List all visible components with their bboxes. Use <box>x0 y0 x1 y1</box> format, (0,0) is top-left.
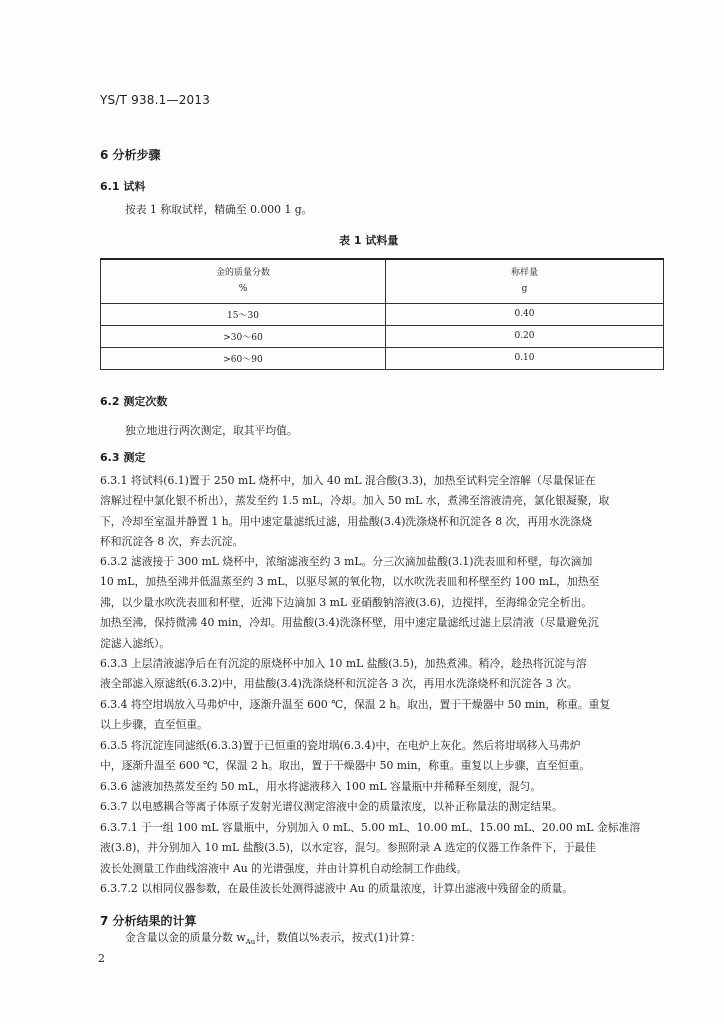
paragraph-line: 以上步骤，直至恒重。 <box>100 718 208 732</box>
table-cell-range: >30～60 <box>101 325 386 347</box>
clause-6-3-3 <box>100 654 587 695</box>
table-header-sample-mass <box>386 259 664 303</box>
sample-mass-table <box>100 258 664 370</box>
paragraph-line: 6.3.6 滤液加热蒸发至约 50 mL，用水将滤液移入 100 mL 容量瓶中并稀释至刻度，混匀。 <box>100 780 542 793</box>
section-7-text-pre: 金含量以金的质量分数 w <box>125 931 246 944</box>
paragraph-line: 中，逐渐升温至 600 ℃，保温 2 h。取出，置于干燥器中 50 min，称重。重复以上步骤，直至恒重。 <box>100 759 591 773</box>
clause-6-3-2 <box>100 552 599 654</box>
paragraph-line: 液全部滤入原滤纸(6.3.2)中，用盐酸(3.4)洗涤烧杯和沉淀各 3 次，再用水洗涤烧杯和沉淀各 3 次。 <box>100 677 578 691</box>
paragraph-line: 波长处测量工作曲线溶液中 Au 的光谱强度，并由计算机自动绘制工作曲线。 <box>100 861 468 875</box>
paragraph-line: 溶解过程中氯化银不析出），蒸发至约 1.5 mL，冷却。加入 50 mL 水，煮沸至溶液清亮，氯化银凝聚，取 <box>100 494 610 508</box>
table-cell-mass: 0.10 <box>386 347 664 369</box>
clause-6-3-1 <box>100 471 609 553</box>
paragraph-line: 沸，以少量水吹洗表皿和杯壁，近沸下边滴加 3 mL 亚硝酸钠溶液(3.6)，边搅拌，至海绵金完全析出。 <box>100 595 593 609</box>
header-sample-mass-label: 称样量 <box>510 268 538 279</box>
table-cell-range: >60～90 <box>101 347 386 369</box>
paragraph-line: 淀滤入滤纸）。 <box>100 636 171 650</box>
table-row <box>101 325 664 347</box>
paragraph-line: 加热至沸，保持微沸 40 min，冷却。用盐酸(3.4)洗涤杯壁，用中速定量滤纸过滤上层清液（尽量避免沉 <box>100 616 599 630</box>
section-6-1-heading: 6.1 试料 <box>100 180 146 193</box>
paragraph-line: 10 mL，加热至沸并低温蒸至约 3 mL，以驱尽氮的氧化物，以水吹洗表皿和杯壁至约 100 mL，加热至 <box>100 575 600 589</box>
section-7-text-post: 计，数值以%表示，按式(1)计算： <box>255 931 422 944</box>
clause-6-3-6 <box>100 777 541 797</box>
clause-6-3-7-1 <box>100 818 640 879</box>
section-7-text <box>125 928 421 953</box>
section-6-3-heading: 6.3 测定 <box>100 451 146 464</box>
paragraph-line: 6.3.7.1 于一组 100 mL 容量瓶中，分别加入 0 mL、5.00 mL、10.00 mL、15.00 mL、20.00 mL 金标准溶 <box>100 821 641 834</box>
paragraph-line: 6.3.7.2 以相同仪器参数，在最佳波长处测得滤液中 Au 的质量浓度，计算出滤液中残留金的质量。 <box>100 882 574 895</box>
paragraph-line: 下，冷却至室温并静置 1 h。用中速定量滤纸过滤，用盐酸(3.4)洗涤烧杯和沉淀各 8 次，再用水洗涤烧 <box>100 514 592 528</box>
table-cell-range: 15～30 <box>101 303 386 325</box>
table-row <box>101 347 664 369</box>
table-cell-mass: 0.40 <box>386 303 664 325</box>
paragraph-line: 6.3.4 将空坩埚放入马弗炉中，逐渐升温至 600 ℃，保温 2 h。取出，置于干燥器中 50 min，称重。重复 <box>100 698 611 711</box>
section-6-2-heading: 6.2 测定次数 <box>100 395 168 408</box>
paragraph-line: 杯和沉淀各 8 次，弃去沉淀。 <box>100 535 244 549</box>
clause-6-3-4 <box>100 695 610 736</box>
table-header-gold-fraction <box>101 259 386 303</box>
table-1-caption: 表 1 试料量 <box>339 234 399 247</box>
section-6-2-text: 独立地进行两次测定，取其平均值。 <box>125 424 298 437</box>
paragraph-line: 液(3.8)，并分别加入 10 mL 盐酸(3.5)，以水定容，混匀。参照附录 A 选定的仪器工作条件下，于最佳 <box>100 841 596 855</box>
paragraph-line: 6.3.3 上层清液滤净后在有沉淀的原烧杯中加入 10 mL 盐酸(3.5)，加热煮沸。稍冷，趁热将沉淀与溶 <box>100 657 587 670</box>
clause-6-3-7-2 <box>100 879 573 899</box>
section-7-subscript: Au <box>245 938 256 947</box>
header-gold-fraction-label: 金的质量分数 <box>215 268 270 279</box>
header-gold-fraction-unit: % <box>238 284 248 295</box>
standard-number: YS/T 938.1—2013 <box>100 93 211 107</box>
table-cell-mass: 0.20 <box>386 325 664 347</box>
clause-6-3-5 <box>100 736 590 777</box>
paragraph-line: 6.3.5 将沉淀连同滤纸(6.3.3)置于已恒重的瓷坩埚(6.3.4)中，在电炉上灰化。然后将坩埚移入马弗炉 <box>100 739 581 752</box>
clause-6-3-7 <box>100 797 563 817</box>
section-6-heading: 6 分析步骤 <box>100 148 161 162</box>
section-6-1-text: 按表 1 称取试样，精确至 0.000 1 g。 <box>125 203 313 216</box>
paragraph-line: 6.3.7 以电感耦合等离子体原子发射光谱仪测定溶液中金的质量浓度，以补正称量法的测定结果。 <box>100 800 563 813</box>
table-row <box>101 303 664 325</box>
page-number: 2 <box>98 952 105 965</box>
section-7-heading: 7 分析结果的计算 <box>100 914 197 928</box>
paragraph-line: 6.3.2 滤液接于 300 mL 烧杯中，浓缩滤液至约 3 mL。分三次滴加盐酸(3.1)洗表皿和杯壁，每次滴加 <box>100 555 593 568</box>
paragraph-line: 6.3.1 将试料(6.1)置于 250 mL 烧杯中，加入 40 mL 混合酸(3.3)，加热至试料完全溶解（尽量保证在 <box>100 474 596 487</box>
header-sample-mass-unit: g <box>521 284 528 295</box>
